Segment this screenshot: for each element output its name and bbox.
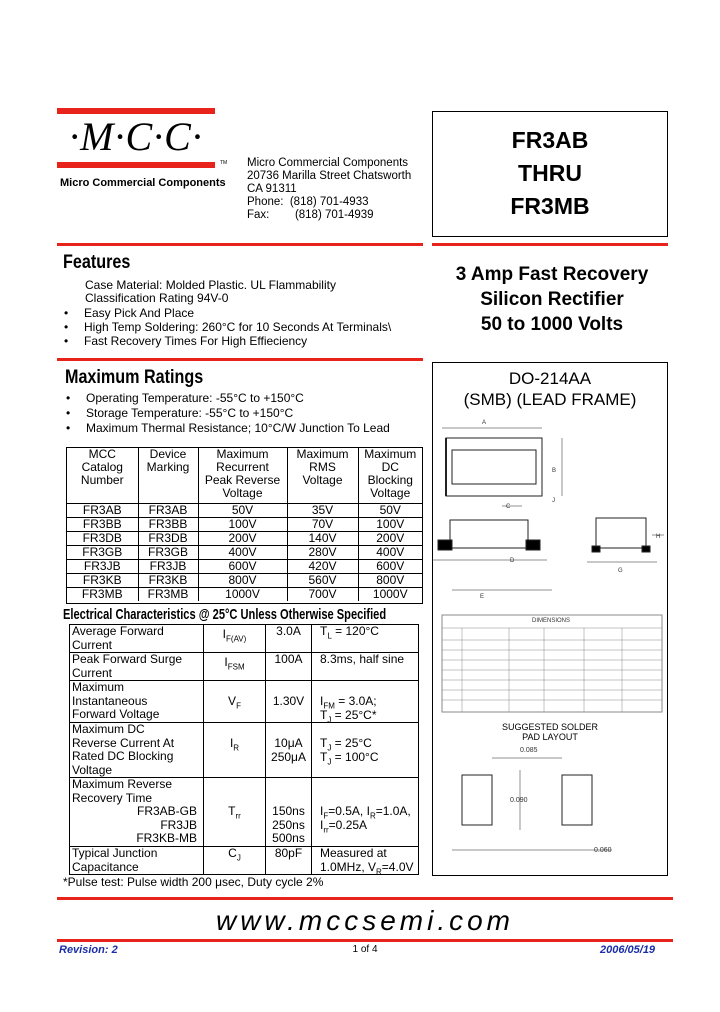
- pad-dimension-height: 0.090: [510, 797, 528, 804]
- description-line-2: Silicon Rectifier: [480, 289, 624, 310]
- part-first: FR3AB: [511, 127, 589, 153]
- features-heading: Features: [63, 252, 131, 273]
- condition: $I_F=0.5A$, $I_R=1.0A$, $I_{rr}=0.25A$: [312, 778, 419, 847]
- part-number-title: [432, 124, 668, 223]
- condition: $T_L = 120^\circ C$: [312, 625, 419, 653]
- package-subtitle: (SMB) (LEAD FRAME): [463, 390, 637, 409]
- footer-website[interactable]: www.mccsemi.com: [215, 905, 514, 936]
- col-header-rms: Maximum RMS Voltage: [287, 448, 358, 503]
- package-drawing: [432, 410, 668, 876]
- label-b: B: [552, 468, 557, 474]
- feature-item: • Fast Recovery Times For High Effieciency: [64, 334, 308, 348]
- param-peak-surge-current: Peak Forward Surge Current: [70, 653, 204, 681]
- label-c: C: [506, 504, 511, 510]
- package-title: [432, 368, 668, 410]
- logo-company-name: Micro Commercial Components: [60, 177, 226, 189]
- label-h: H: [656, 534, 661, 540]
- condition: $I_{FM} = 3.0A$; $T_J = 25^\circ C*$: [312, 681, 419, 723]
- features-divider: [57, 358, 423, 361]
- footer-date: 2006/05/19: [600, 944, 656, 956]
- description-line-1: 3 Amp Fast Recovery: [455, 264, 649, 285]
- footer-page-number: 1 of 4: [352, 944, 378, 955]
- value: 10μA 250μA: [266, 723, 312, 778]
- dimensions-title: DIMENSIONS: [532, 618, 571, 624]
- param-avg-forward-current: Average Forward Current: [70, 625, 204, 653]
- footer-bottom-bar: [57, 939, 673, 942]
- rating-item: • Storage Temperature: -55°C to +150°C: [66, 406, 294, 420]
- value: 80pF: [266, 847, 312, 875]
- part-thru: THRU: [518, 160, 582, 186]
- features-intro-2: Classification Rating 94V-0: [85, 291, 229, 305]
- value: 3.0A: [266, 625, 312, 653]
- max-ratings-heading: Maximum Ratings: [65, 367, 204, 388]
- table-row: FR3MB FR3MB 1000V 700V 1000V: [67, 587, 422, 601]
- address-city: CA 91311: [247, 183, 297, 195]
- label-d: D: [510, 558, 515, 564]
- product-description: [432, 262, 672, 337]
- value: 1.30V: [266, 681, 312, 723]
- param-forward-voltage: Maximum Instantaneous Forward Voltage: [70, 681, 204, 723]
- table-row: FR3AB FR3AB 50V 35V 50V: [67, 503, 422, 517]
- label-a: A: [482, 420, 487, 426]
- condition: $T_J = 25^\circ C$ $T_J = 100^\circ C$: [312, 723, 419, 778]
- symbol: $T_{rr}$: [204, 778, 266, 847]
- value: 150ns 250ns 500ns: [266, 778, 312, 847]
- address-street: 20736 Marilla Street Chatsworth: [247, 170, 412, 182]
- solder-pad-title-2: PAD LAYOUT: [522, 732, 578, 742]
- symbol: $I_{FSM}$: [204, 653, 266, 681]
- col-header-catalog: MCC Catalog Number: [80, 447, 124, 487]
- value: 100A: [266, 653, 312, 681]
- trademark-mark: TM: [220, 160, 228, 166]
- param-reverse-current: Maximum DC Reverse Current At Rated DC Blocking Voltage: [70, 723, 204, 778]
- header-divider-right: [432, 243, 668, 246]
- electrical-table: [69, 624, 419, 875]
- table-row: FR3BB FR3BB 100V 70V 100V: [67, 517, 422, 531]
- feature-item: • Easy Pick And Place: [64, 306, 195, 320]
- max-ratings-table: [66, 447, 423, 604]
- param-junction-capacitance: Typical Junction Capacitance: [70, 847, 204, 875]
- condition: Measured at 1.0MHz, $V_R=4.0V$: [312, 847, 419, 875]
- address-block: [247, 157, 411, 222]
- col-header-marking: Device Marking: [138, 448, 198, 503]
- pad-dimension-gap: 0.060: [594, 847, 612, 854]
- col-header-peak-reverse: Maximum Recurrent Peak Reverse Voltage: [198, 448, 287, 503]
- symbol: $I_{F(AV)}$: [204, 625, 266, 653]
- header-divider-left: [57, 243, 423, 246]
- electrical-heading: Electrical Characteristics @ 25°C Unless Otherwise Specified: [63, 606, 387, 623]
- rating-item: • Operating Temperature: -55°C to +150°C: [66, 391, 304, 405]
- features-intro: [85, 279, 336, 305]
- table-row: FR3DB FR3DB 200V 140V 200V: [67, 531, 422, 545]
- company-logo: ·M·C·C·: [69, 114, 203, 159]
- address-fax: Fax: (818) 701-4939: [247, 209, 374, 221]
- rating-item: • Maximum Thermal Resistance; 10°C/W Junction To Lead: [66, 421, 390, 435]
- address-company: Micro Commercial Components: [247, 157, 409, 169]
- condition: 8.3ms, half sine: [312, 653, 419, 681]
- features-intro-1: Case Material: Molded Plastic. UL Flammability: [85, 278, 336, 292]
- footer-revision: Revision: 2: [59, 944, 118, 956]
- part-last: FR3MB: [510, 193, 590, 219]
- package-name: DO-214AA: [508, 369, 592, 388]
- table-row: FR3GB FR3GB 400V 280V 400V: [67, 545, 422, 559]
- description-line-3: 50 to 1000 Volts: [480, 314, 624, 335]
- col-header-dc-blocking: Maximum DC Blocking Voltage: [358, 448, 422, 503]
- label-e: E: [480, 594, 485, 600]
- footer-top-bar: [57, 897, 673, 900]
- pulse-test-note: *Pulse test: Pulse width 200 μsec, Duty cycle 2%: [63, 875, 324, 889]
- address-phone: Phone: (818) 701-4933: [247, 196, 369, 208]
- table-row: FR3KB FR3KB 800V 560V 800V: [67, 573, 422, 587]
- symbol: $C_J$: [204, 847, 266, 875]
- symbol: $V_F$: [204, 681, 266, 723]
- symbol: $I_R$: [204, 723, 266, 778]
- label-g: G: [618, 568, 623, 574]
- logo-bottom-bar: [57, 162, 215, 168]
- solder-pad-title-1: SUGGESTED SOLDER: [501, 722, 599, 732]
- param-reverse-recovery-time: Maximum Reverse Recovery Time FR3AB-GB FR3JB FR3KB-MB: [70, 778, 204, 847]
- label-j: J: [552, 498, 555, 504]
- feature-item: • High Temp Soldering: 260°C for 10 Seconds At Terminals\: [64, 320, 392, 334]
- pad-dimension-width: 0.085: [520, 747, 538, 754]
- table-row: FR3JB FR3JB 600V 420V 600V: [67, 559, 422, 573]
